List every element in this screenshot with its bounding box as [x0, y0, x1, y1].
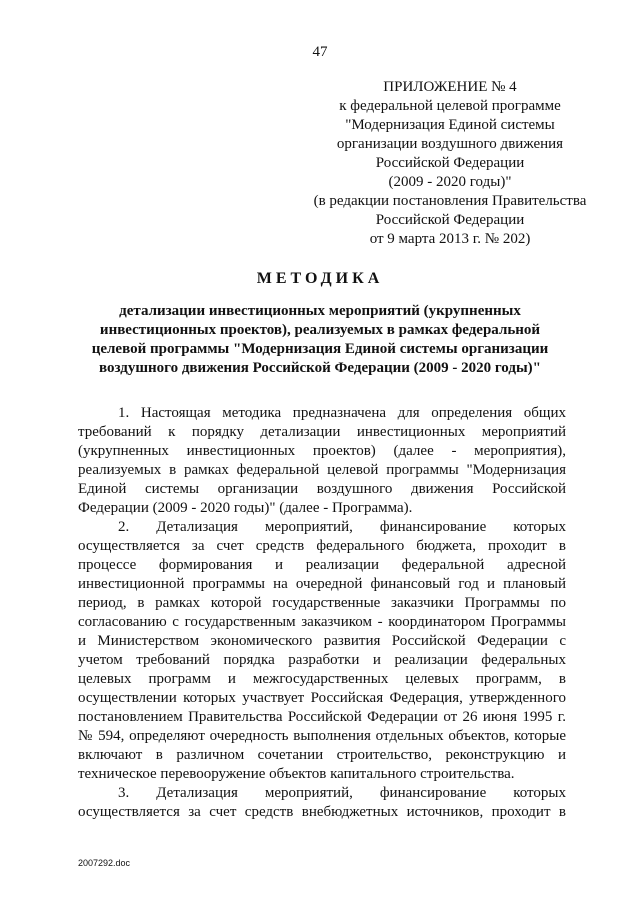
document-title: МЕТОДИКА	[256, 270, 384, 287]
body-line: инвестиционной программы на очередной финансовый год и плановый	[78, 576, 566, 592]
body-line: Федерации (2009 - 2020 годы)" (далее - Программа).	[78, 500, 413, 516]
body-line: № 594, определяют очередность выполнения отдельных объектов, которые	[78, 728, 566, 744]
page-number: 47	[312, 44, 328, 60]
appendix-line: организации воздушного движения	[336, 136, 564, 152]
footer-filename: 2007292.doc	[78, 858, 131, 868]
body-line: и Министерством экономического развития Российской Федерации с	[78, 633, 566, 649]
body-line: учетом требований порядка разработки и реализации федеральных	[78, 652, 566, 668]
body-line: включают в различном сочетании строительство, реконструкцию и	[78, 747, 566, 763]
paragraph-3	[78, 784, 566, 822]
paragraph-2	[78, 518, 566, 784]
body-line: Единой системы организации воздушного движения Российской	[78, 481, 566, 497]
document-subtitle	[60, 302, 580, 378]
appendix-block	[290, 78, 610, 249]
paragraph-1	[78, 404, 566, 518]
appendix-line: к федеральной целевой программе	[339, 98, 561, 114]
subtitle-line: воздушного движения Российской Федерации (2009 - 2020 годы)"	[98, 360, 542, 376]
body-line: (укрупненных инвестиционных проектов) (далее - мероприятия),	[78, 443, 566, 459]
body-line: реализуемых в рамках федеральной целевой программы "Модернизация	[78, 462, 566, 478]
body-line: период, в рамках которой государственные заказчики Программы по	[78, 595, 566, 611]
appendix-line: от 9 марта 2013 г. № 202)	[369, 231, 531, 247]
appendix-line: Российской Федерации	[375, 212, 525, 228]
appendix-line: (2009 - 2020 годы)"	[388, 174, 512, 190]
subtitle-line: инвестиционных проектов), реализуемых в рамках федеральной	[99, 322, 541, 338]
appendix-line: (в редакции постановления Правительства	[313, 193, 587, 209]
appendix-line: ПРИЛОЖЕНИЕ № 4	[383, 79, 517, 95]
body-line: требований к порядку детализации инвестиционных мероприятий	[78, 424, 566, 440]
subtitle-line: целевой программы "Модернизация Единой системы организации	[91, 341, 549, 357]
body-line: целевых программ и межгосударственных целевых программ, в	[78, 671, 566, 687]
body-line: техническое перевооружение объектов капитального строительства.	[78, 766, 515, 782]
body-line: 3. Детализация мероприятий, финансирование которых	[118, 785, 566, 801]
body-line: осуществляется за счет средств федерального бюджета, проходит в	[78, 538, 566, 554]
body-line: осуществлении которых участвует Российская Федерация, утвержденного	[78, 690, 566, 706]
body-line: 2. Детализация мероприятий, финансирование которых	[118, 519, 566, 535]
body-line: 1. Настоящая методика предназначена для определения общих	[118, 405, 566, 421]
subtitle-line: детализации инвестиционных мероприятий (укрупненных	[119, 303, 521, 319]
appendix-line: Российской Федерации	[375, 155, 525, 171]
appendix-line: "Модернизация Единой системы	[345, 117, 555, 133]
body-line: осуществляется за счет средств внебюджетных источников, проходит в	[78, 804, 566, 820]
body-line: согласованию с государственным заказчиком - координатором Программы	[78, 614, 566, 630]
body-line: процессе формирования и реализации федеральной адресной	[78, 557, 566, 573]
body-text	[78, 404, 566, 822]
body-line: постановлением Правительства Российской Федерации от 26 июня 1995 г.	[78, 709, 566, 725]
